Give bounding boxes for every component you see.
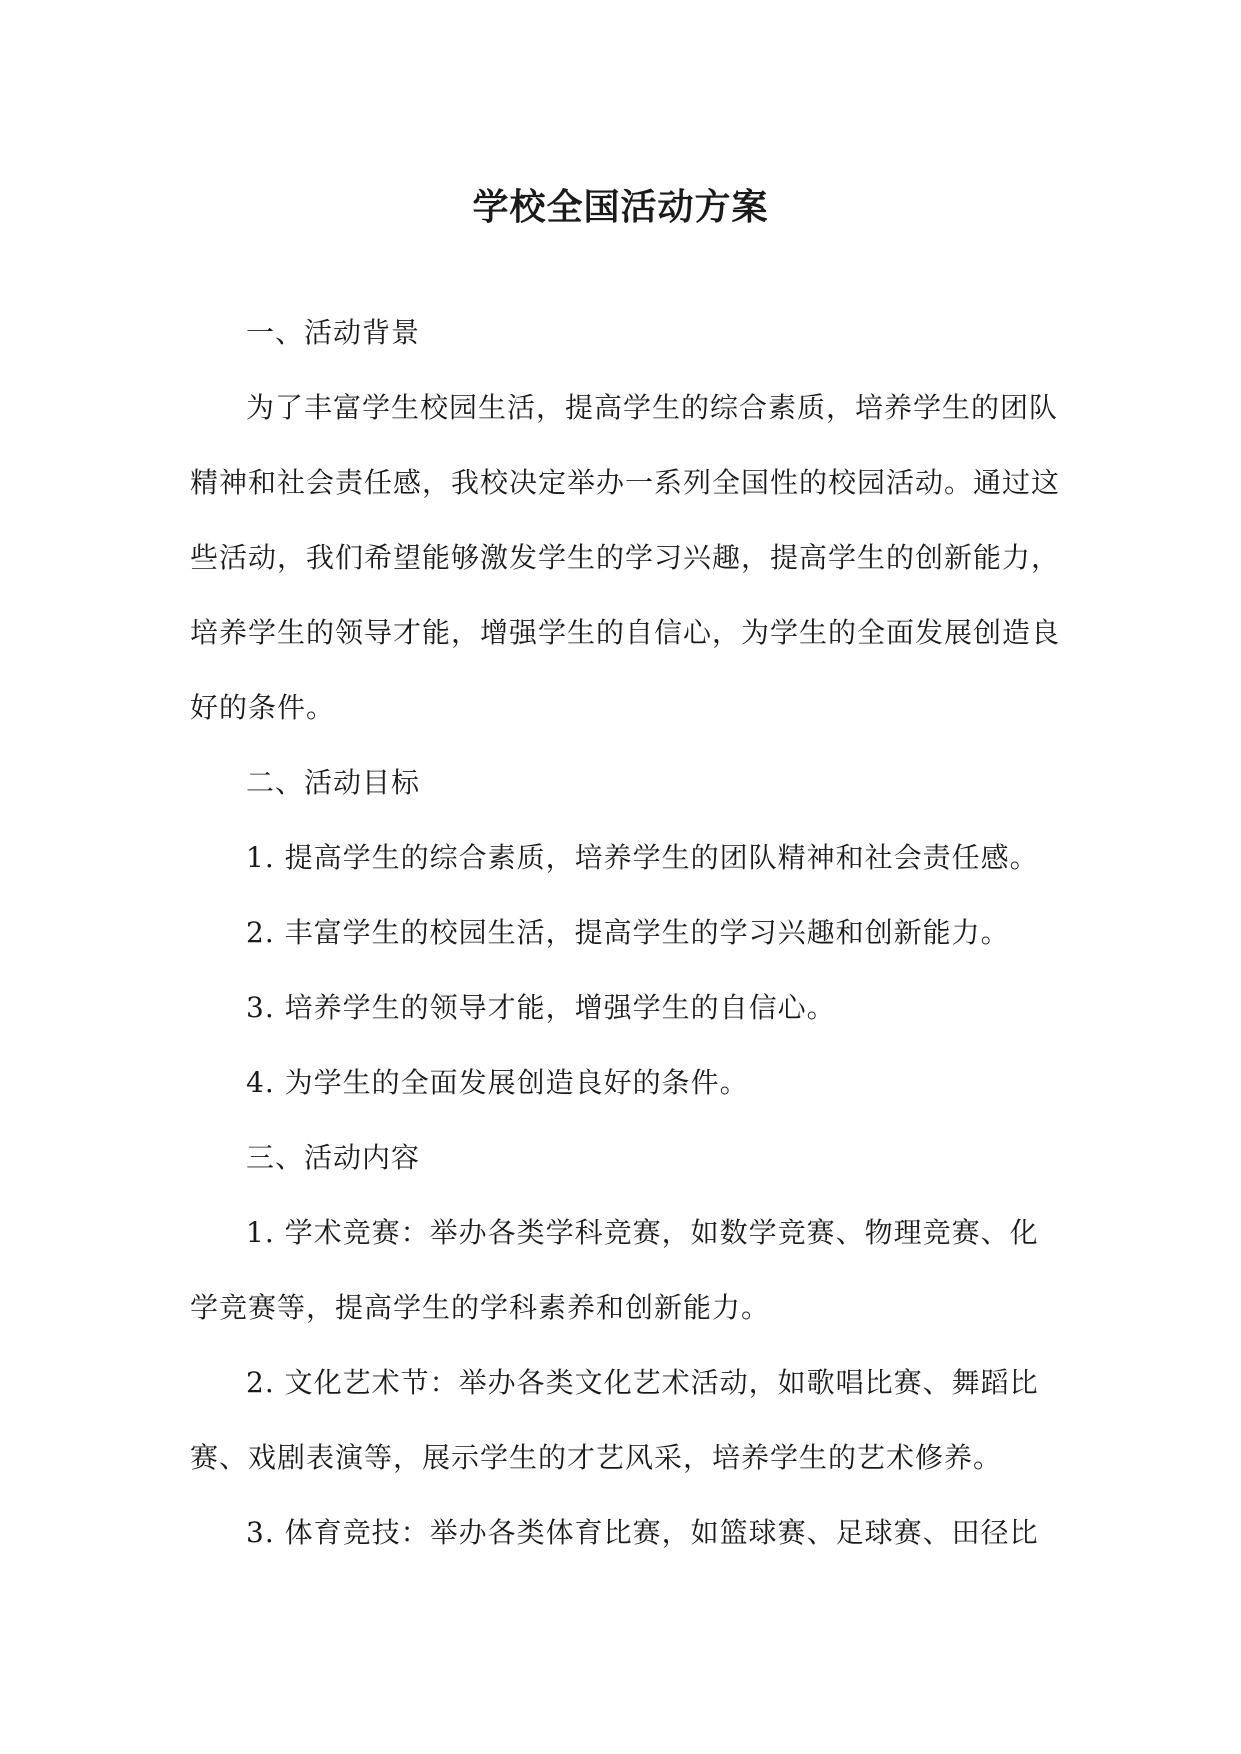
list-item-continuation: 赛、戏剧表演等，展示学生的才艺风采，培养学生的艺术修养。 [190, 1441, 1003, 1474]
list-item: 4. 为学生的全面发展创造良好的条件。 [246, 1066, 749, 1099]
paragraph-line: 为了丰富学生校园生活，提高学生的综合素质，培养学生的团队 [246, 391, 1059, 424]
paragraph-line: 精神和社会责任感，我校决定举办一系列全国性的校园活动。通过这 [190, 466, 1061, 499]
section-heading-background: 一、活动背景 [246, 316, 421, 349]
section-heading-goals: 二、活动目标 [246, 766, 421, 799]
list-item: 3. 培养学生的领导才能，增强学生的自信心。 [246, 991, 836, 1024]
paragraph-line: 培养学生的领导才能，增强学生的自信心，为学生的全面发展创造良 [190, 616, 1061, 649]
list-item-continuation: 学竞赛等，提高学生的学科素养和创新能力。 [190, 1291, 771, 1324]
document-title: 学校全国活动方案 [472, 186, 769, 228]
paragraph-line: 好的条件。 [190, 691, 336, 724]
list-item: 1. 提高学生的综合素质，培养学生的团队精神和社会责任感。 [246, 841, 1039, 874]
list-item: 2. 文化艺术节：举办各类文化艺术活动，如歌唱比赛、舞蹈比 [246, 1366, 1039, 1399]
paragraph-line: 些活动，我们希望能够激发学生的学习兴趣，提高学生的创新能力， [190, 541, 1061, 574]
list-item: 3. 体育竞技：举办各类体育比赛，如篮球赛、足球赛、田径比 [246, 1516, 1039, 1549]
list-item: 1. 学术竞赛：举办各类学科竞赛，如数学竞赛、物理竞赛、化 [246, 1216, 1039, 1249]
list-item: 2. 丰富学生的校园生活，提高学生的学习兴趣和创新能力。 [246, 916, 1010, 949]
section-heading-content: 三、活动内容 [246, 1141, 421, 1174]
